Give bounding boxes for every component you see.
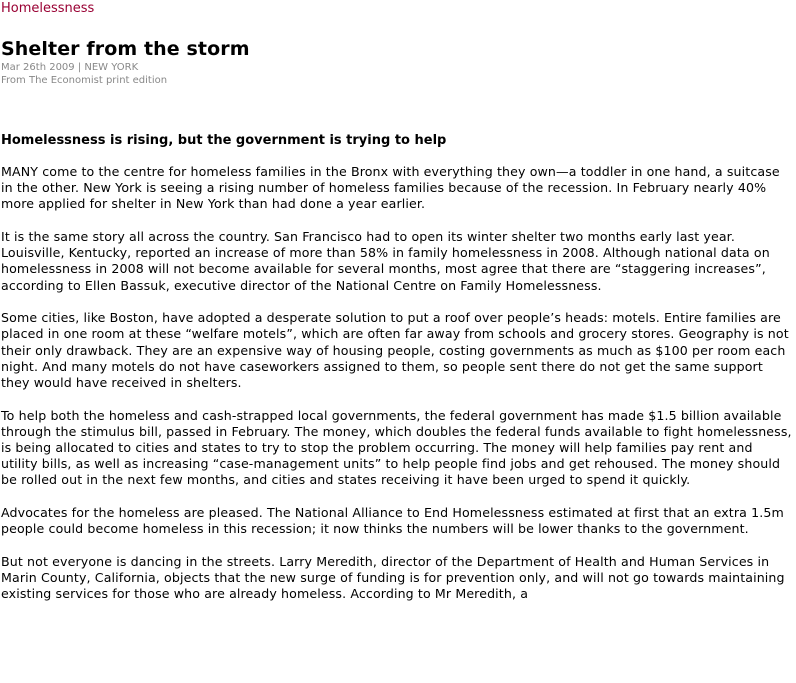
headline: Shelter from the storm bbox=[1, 38, 250, 60]
print-edition-source: From The Economist print edition bbox=[1, 75, 168, 86]
paragraph: It is the same story all across the country. San Francisco had to open its winter shelter two months early last year. Louisville, Kentucky, reported an increase of more than 58% in family homelessness in 2008. Although national data on homelessness in 2008 will not become available for several months, most agree that there are “staggering increases”, according to Ellen Bassuk, executive director of the National Centre on Family Homelessness. bbox=[1, 229, 770, 293]
paragraph: Some cities, like Boston, have adopted a desperate solution to put a roof over people’s heads: motels. Entire families are placed in one room at these “welfare motels”, which are often far away from schools and grocery stores. Geography is not their only drawback. They are an expensive way of housing people, costing governments as much as $100 per room each night. And many motels do not have caseworkers assigned to them, so people sent there do not get the same support they would have received in shelters. bbox=[1, 310, 789, 391]
section-label[interactable]: Homelessness bbox=[1, 1, 95, 16]
article-body bbox=[1, 164, 793, 602]
paragraph: Advocates for the homeless are pleased. The National Alliance to End Homelessness estimated at first that an extra 1.5m people could become homeless in this recession; it now thinks the numbers will be lower thanks to the government. bbox=[1, 505, 784, 537]
dateline: Mar 26th 2009 | NEW YORK bbox=[1, 62, 139, 73]
rubric: Homelessness is rising, but the government is trying to help bbox=[1, 133, 447, 148]
paragraph: MANY come to the centre for homeless families in the Bronx with everything they own—a toddler in one hand, a suitcase in the other. New York is seeing a rising number of homeless families because of the recession. In February nearly 40% more applied for shelter in New York than had done a year earlier. bbox=[1, 164, 780, 212]
article bbox=[1, 0, 793, 619]
paragraph: But not everyone is dancing in the streets. Larry Meredith, director of the Department of Health and Human Services in Marin County, California, objects that the new surge of funding is for prevention only, and will not go towards maintaining existing services for those who are already homeless. According to Mr Meredith, a bbox=[1, 553, 785, 602]
paragraph: To help both the homeless and cash-strapped local governments, the federal government has made $1.5 billion available through the stimulus bill, passed in February. The money, which doubles the federal funds available to fight homelessness, is being allocated to cities and states to try to stop the problem occurring. The money will help families pay rent and utility bills, as well as increasing “case-management units” to help people find jobs and get rehoused. The money should be rolled out in the next few months, and cities and states receiving it have been urged to spend it quickly. bbox=[1, 407, 792, 488]
